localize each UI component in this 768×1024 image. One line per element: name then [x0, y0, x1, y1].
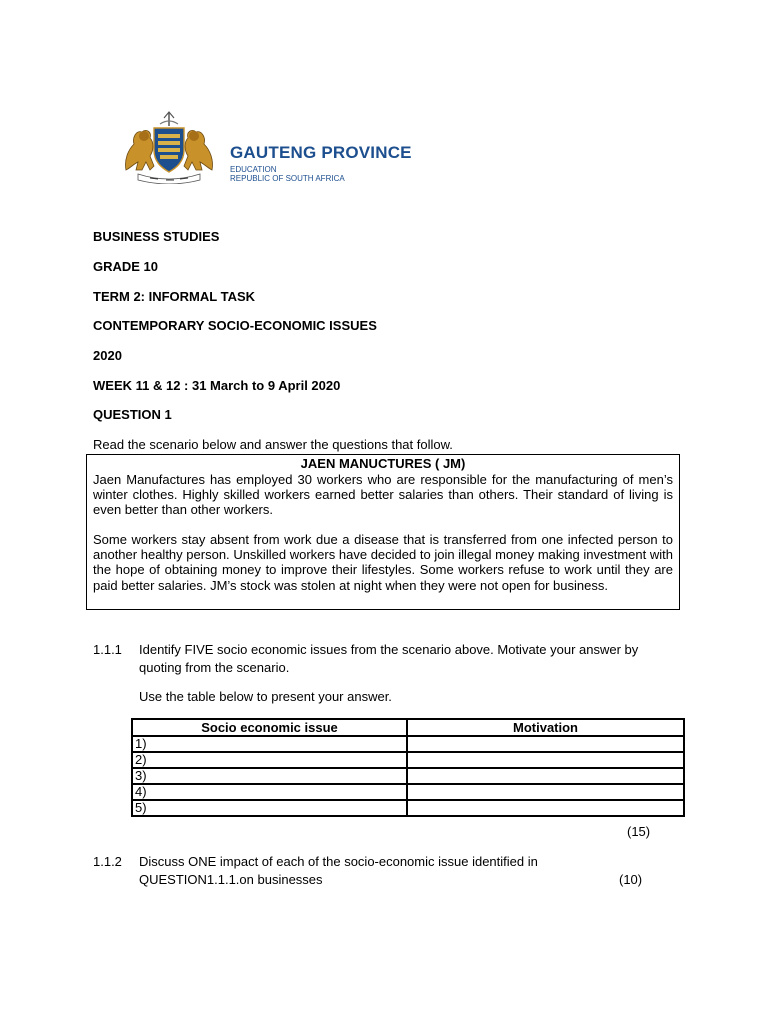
- question-heading: QUESTION 1: [93, 407, 172, 422]
- table-header-row: [132, 719, 684, 736]
- table-instruction: Use the table below to present your answer.: [139, 689, 392, 704]
- logo-subtitle-education: EDUCATION: [230, 165, 277, 174]
- table-row: [132, 752, 684, 768]
- logo-subtitle-country: REPUBLIC OF SOUTH AFRICA: [230, 174, 345, 183]
- motivation-cell: [407, 800, 684, 816]
- coat-of-arms-icon: [120, 110, 218, 184]
- row-label: 1): [132, 736, 407, 752]
- column-header-issue: Socio economic issue: [132, 719, 407, 736]
- question-number-1-1-2: 1.1.2: [93, 854, 122, 869]
- scenario-box: [86, 454, 680, 610]
- marks-1-1-1: (15): [627, 824, 651, 839]
- answer-table: [131, 718, 685, 817]
- row-label: 5): [132, 800, 407, 816]
- row-label: 4): [132, 784, 407, 800]
- subject-heading: BUSINESS STUDIES: [93, 229, 220, 244]
- topic-heading: CONTEMPORARY SOCIO-ECONOMIC ISSUES: [93, 318, 377, 333]
- question-number-1-1-1: 1.1.1: [93, 642, 122, 657]
- logo-title: GAUTENG PROVINCE: [230, 143, 412, 162]
- grade-heading: GRADE 10: [93, 259, 159, 274]
- term-heading: TERM 2: INFORMAL TASK: [93, 289, 256, 304]
- letterhead: [92, 86, 410, 210]
- instruction-text: Read the scenario below and answer the questions that follow.: [93, 437, 453, 452]
- table-row: [132, 768, 684, 784]
- question-text-1-1-1: Identify FIVE socio economic issues from the scenario above. Motivate your answer by quoting from the scenario.: [139, 642, 639, 675]
- question-text-1-1-2-line-2: QUESTION1.1.1.on businesses: [139, 872, 323, 887]
- year-heading: 2020: [93, 348, 122, 363]
- motivation-cell: [407, 784, 684, 800]
- motivation-cell: [407, 752, 684, 768]
- scenario-paragraph-1: Jaen Manufactures has employed 30 workers who are responsible for the manufacturing of men’s winter clothes. Highly skilled workers earned better salaries than others. Their standard of living is even better than other workers.: [93, 472, 673, 518]
- week-heading: WEEK 11 & 12 : 31 March to 9 April 2020: [93, 378, 341, 393]
- marks-1-1-2: (10): [619, 872, 643, 887]
- table-row: [132, 784, 684, 800]
- table-row: [132, 800, 684, 816]
- column-header-motivation: Motivation: [407, 719, 684, 736]
- row-label: 2): [132, 752, 407, 768]
- question-text-1-1-2-line-1: Discuss ONE impact of each of the socio-economic issue identified in: [139, 854, 538, 869]
- scenario-paragraph-2: Some workers stay absent from work due a disease that is transferred from one infected person to another healthy person. Unskilled workers have decided to join illegal money making investment with the hope of obtaining money to improve their lifestyles. Some workers refuse to work until they are paid better salaries. JM’s stock was stolen at night when they were not open for business.: [93, 532, 673, 593]
- table-row: [132, 736, 684, 752]
- row-label: 3): [132, 768, 407, 784]
- scenario-title: JAEN MANUCTURES ( JM): [300, 456, 466, 471]
- motivation-cell: [407, 768, 684, 784]
- motivation-cell: [407, 736, 684, 752]
